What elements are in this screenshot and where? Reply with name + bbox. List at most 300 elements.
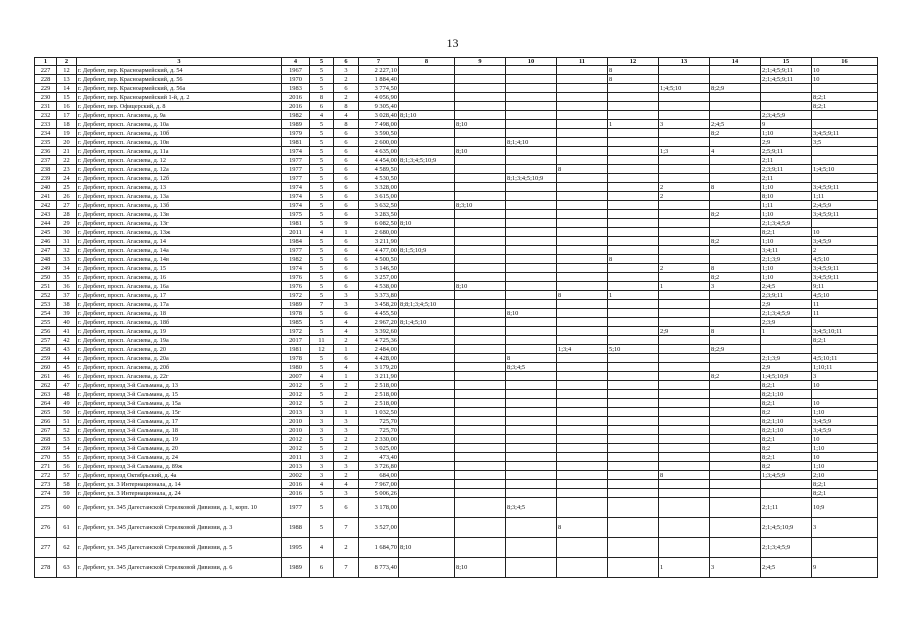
address-cell: г. Дербент, проезд 3-й Сальмана, д. 15 (77, 390, 282, 399)
table-cell: 2 330,00 (359, 435, 399, 444)
table-cell: 263 (35, 390, 57, 399)
table-cell: 2 (659, 183, 710, 192)
table-cell: 8;2;1;10 (761, 390, 812, 399)
page-number: 13 (446, 36, 459, 50)
table-row (35, 138, 878, 147)
address-cell: г. Дербент, проезд 3-й Сальмана, д. 15г (77, 408, 282, 417)
column-header: 9 (455, 58, 506, 66)
table-cell: 2016 (282, 102, 310, 111)
table-cell (506, 273, 557, 282)
table-cell: 2 (334, 399, 359, 408)
table-cell: 268 (35, 435, 57, 444)
table-cell: 5;10 (608, 345, 659, 354)
table-cell: 6 (334, 84, 359, 93)
table-cell: 2;3;9;11 (761, 165, 812, 174)
table-cell: 1989 (282, 120, 310, 129)
table-cell (812, 147, 878, 156)
table-cell: 2016 (282, 480, 310, 489)
table-cell (608, 381, 659, 390)
table-cell (557, 318, 608, 327)
address-cell: г. Дербент, просп. Агасиева, д. 18 (77, 309, 282, 318)
table-cell (557, 264, 608, 273)
column-header: 11 (557, 58, 608, 66)
table-cell: 8;3;4;5 (506, 498, 557, 518)
table-cell: 276 (35, 518, 57, 538)
table-cell (710, 102, 761, 111)
table-cell: 6 (334, 183, 359, 192)
table-cell (608, 282, 659, 291)
table-cell (399, 372, 455, 381)
table-cell: 251 (35, 282, 57, 291)
address-cell: г. Дербент, проезд 3-й Сальмана, д. 20 (77, 444, 282, 453)
table-cell (659, 363, 710, 372)
table-cell: 29 (57, 219, 77, 228)
table-cell: 5 (310, 237, 334, 246)
address-cell: г. Дербент, ул. 345 Дагестанской Стрелковой Дивизии, д. 6 (77, 558, 282, 578)
table-cell (710, 174, 761, 183)
table-cell: 1977 (282, 498, 310, 518)
table-cell (399, 480, 455, 489)
table-cell: 725,70 (359, 417, 399, 426)
table-cell: 51 (57, 417, 77, 426)
table-cell: 1;10 (812, 408, 878, 417)
table-cell (608, 192, 659, 201)
table-cell (399, 498, 455, 518)
table-cell (399, 408, 455, 417)
table-cell: 2 484,00 (359, 345, 399, 354)
table-cell: 53 (57, 435, 77, 444)
table-cell (557, 408, 608, 417)
table-cell (557, 192, 608, 201)
table-cell: 1 (334, 345, 359, 354)
table-cell (455, 138, 506, 147)
table-cell: 2010 (282, 417, 310, 426)
table-cell (399, 462, 455, 471)
table-cell: 271 (35, 462, 57, 471)
table-cell: 1979 (282, 129, 310, 138)
table-cell: 231 (35, 102, 57, 111)
table-cell: 45 (57, 363, 77, 372)
table-cell: 1;4;5;10 (812, 165, 878, 174)
table-cell (608, 417, 659, 426)
table-cell: 1976 (282, 282, 310, 291)
table-cell: 5 (310, 318, 334, 327)
table-cell: 5 (310, 255, 334, 264)
table-cell (659, 518, 710, 538)
table-cell (399, 345, 455, 354)
table-cell: 2;1;4;5;9;11 (761, 75, 812, 84)
table-cell: 266 (35, 417, 57, 426)
address-cell: г. Дербент, ул. 345 Дагестанской Стрелковой Дивизии, д. 5 (77, 538, 282, 558)
table-cell: 6 (334, 255, 359, 264)
table-cell: 3 615,00 (359, 192, 399, 201)
table-cell (506, 264, 557, 273)
table-cell: 1975 (282, 210, 310, 219)
table-cell: 5 (310, 282, 334, 291)
table-cell (506, 210, 557, 219)
address-cell: г. Дербент, проезд 3-й Сальмана, д. 24 (77, 453, 282, 462)
address-cell: г. Дербент, просп. Агасиева, д. 13б (77, 201, 282, 210)
table-cell: 61 (57, 518, 77, 538)
table-cell: 1984 (282, 237, 310, 246)
address-cell: г. Дербент, просп. Агасиева, д. 20а (77, 354, 282, 363)
table-cell: 2002 (282, 471, 310, 480)
table-cell: 37 (57, 291, 77, 300)
table-cell: 2012 (282, 399, 310, 408)
table-cell (608, 489, 659, 498)
table-cell: 5 (310, 183, 334, 192)
table-cell (557, 309, 608, 318)
table-cell: 8;2;1 (812, 489, 878, 498)
table-cell: 7 967,00 (359, 480, 399, 489)
table-cell: 2 (659, 192, 710, 201)
table-cell (608, 111, 659, 120)
table-cell: 5 (310, 435, 334, 444)
table-cell: 3 (710, 558, 761, 578)
table-cell: 8;3;10 (455, 201, 506, 210)
table-cell (506, 372, 557, 381)
table-cell (608, 129, 659, 138)
table-cell (455, 102, 506, 111)
table-cell: 2 600,00 (359, 138, 399, 147)
table-row (35, 462, 878, 471)
table-cell (710, 453, 761, 462)
table-cell (659, 354, 710, 363)
table-cell: 10 (812, 228, 878, 237)
table-cell (557, 453, 608, 462)
address-cell: г. Дербент, проезд 3-й Сальмана, д. 17 (77, 417, 282, 426)
table-cell: 5 (310, 192, 334, 201)
table-cell (710, 75, 761, 84)
table-cell: 270 (35, 453, 57, 462)
table-cell (812, 84, 878, 93)
table-cell (455, 237, 506, 246)
table-row (35, 192, 878, 201)
table-cell: 2 (334, 93, 359, 102)
repair-schedule-table (34, 57, 878, 578)
table-cell (455, 93, 506, 102)
table-cell: 23 (57, 165, 77, 174)
table-cell: 8;2;9 (710, 84, 761, 93)
table-cell: 46 (57, 372, 77, 381)
table-cell (608, 518, 659, 538)
table-cell: 32 (57, 246, 77, 255)
table-cell (659, 210, 710, 219)
table-cell: 10 (812, 399, 878, 408)
table-cell (455, 84, 506, 93)
table-cell (399, 138, 455, 147)
table-row (35, 174, 878, 183)
table-cell (506, 471, 557, 480)
table-cell: 240 (35, 183, 57, 192)
table-cell: 3 257,00 (359, 273, 399, 282)
table-cell: 5 (310, 75, 334, 84)
table-cell (399, 558, 455, 578)
table-row (35, 282, 878, 291)
table-row (35, 228, 878, 237)
table-cell: 1977 (282, 246, 310, 255)
table-cell (659, 372, 710, 381)
table-cell (608, 219, 659, 228)
table-cell (506, 255, 557, 264)
table-row (35, 390, 878, 399)
table-cell: 3;4;5;9;11 (812, 210, 878, 219)
table-cell (608, 246, 659, 255)
table-cell (659, 390, 710, 399)
table-cell (455, 66, 506, 75)
table-cell: 8 (334, 120, 359, 129)
table-cell: 12 (57, 66, 77, 75)
table-cell: 8;2 (710, 273, 761, 282)
table-cell: 24 (57, 174, 77, 183)
table-cell: 21 (57, 147, 77, 156)
table-cell: 8;2 (761, 462, 812, 471)
table-cell: 1977 (282, 165, 310, 174)
table-cell: 1;10 (812, 462, 878, 471)
address-cell: г. Дербент, просп. Агасиева, д. 10а (77, 120, 282, 129)
table-cell: 5 (310, 498, 334, 518)
table-cell: 227 (35, 66, 57, 75)
table-cell: 3 (659, 120, 710, 129)
table-cell: 230 (35, 93, 57, 102)
table-cell (399, 255, 455, 264)
table-row (35, 336, 878, 345)
table-cell: 35 (57, 273, 77, 282)
table-cell: 1982 (282, 111, 310, 120)
table-cell (812, 174, 878, 183)
table-cell (812, 538, 878, 558)
table-row (35, 237, 878, 246)
table-cell: 8;2;1;10 (761, 426, 812, 435)
table-cell (659, 237, 710, 246)
table-cell (557, 538, 608, 558)
table-row (35, 363, 878, 372)
table-cell: 1981 (282, 219, 310, 228)
table-cell (506, 345, 557, 354)
table-cell: 1981 (282, 138, 310, 147)
table-cell (506, 147, 557, 156)
table-cell (557, 327, 608, 336)
table-cell: 20 (57, 138, 77, 147)
column-header: 15 (761, 58, 812, 66)
table-cell (710, 538, 761, 558)
table-cell: 725,70 (359, 426, 399, 435)
table-cell: 237 (35, 156, 57, 165)
table-cell (455, 264, 506, 273)
table-cell: 6 (334, 210, 359, 219)
table-cell: 8;1;4;10 (506, 138, 557, 147)
table-cell: 2012 (282, 381, 310, 390)
table-cell: 6 (334, 192, 359, 201)
table-cell: 232 (35, 111, 57, 120)
table-cell: 3;4;5;9 (812, 237, 878, 246)
table-row (35, 255, 878, 264)
table-row (35, 75, 878, 84)
table-cell: 8 (557, 165, 608, 174)
address-cell: г. Дербент, просп. Агасиева, д. 15 (77, 264, 282, 273)
table-cell (659, 246, 710, 255)
table-cell (557, 228, 608, 237)
table-cell: 8 773,40 (359, 558, 399, 578)
table-cell: 8;2;1 (812, 93, 878, 102)
table-row (35, 489, 878, 498)
table-cell (455, 210, 506, 219)
table-cell (506, 390, 557, 399)
table-cell: 26 (57, 192, 77, 201)
table-cell (506, 538, 557, 558)
table-cell: 10;9 (812, 498, 878, 518)
table-cell: 8;10 (455, 147, 506, 156)
column-header: 4 (282, 58, 310, 66)
table-cell (506, 435, 557, 444)
table-cell (506, 381, 557, 390)
table-cell (608, 309, 659, 318)
table-cell: 8;1;10 (399, 111, 455, 120)
table-cell (399, 192, 455, 201)
table-cell (761, 102, 812, 111)
column-header: 8 (399, 58, 455, 66)
table-cell: 8 (310, 93, 334, 102)
table-cell: 2;1;3;9 (761, 354, 812, 363)
table-cell: 1 (334, 228, 359, 237)
table-cell: 1989 (282, 558, 310, 578)
table-cell: 1;3;4 (557, 345, 608, 354)
table-cell: 5 (310, 273, 334, 282)
table-cell (557, 156, 608, 165)
table-cell (608, 147, 659, 156)
table-row (35, 102, 878, 111)
table-cell: 2;5;9;11 (761, 147, 812, 156)
table-cell: 8;2;1 (761, 399, 812, 408)
address-cell: г. Дербент, ул. 345 Дагестанской Стрелковой Дивизии, д. 3 (77, 518, 282, 538)
table-row (35, 498, 878, 518)
address-cell: г. Дербент, просп. Агасиева, д. 17 (77, 291, 282, 300)
table-cell (455, 399, 506, 408)
table-row (35, 354, 878, 363)
address-cell: г. Дербент, пер. Красноармейский, д. 56а (77, 84, 282, 93)
table-cell (455, 273, 506, 282)
table-cell: 5 (310, 390, 334, 399)
table-cell (659, 291, 710, 300)
table-cell: 6 (334, 156, 359, 165)
table-cell: 8;2 (710, 210, 761, 219)
table-cell (399, 435, 455, 444)
table-cell (506, 489, 557, 498)
table-cell (455, 228, 506, 237)
table-cell (608, 300, 659, 309)
table-cell (455, 480, 506, 489)
table-cell: 1980 (282, 363, 310, 372)
table-cell (659, 174, 710, 183)
table-cell: 16 (57, 102, 77, 111)
table-row (35, 300, 878, 309)
table-cell: 8 (710, 264, 761, 273)
table-cell (399, 417, 455, 426)
table-cell (506, 399, 557, 408)
table-cell (659, 156, 710, 165)
table-cell (399, 453, 455, 462)
table-cell: 3 (310, 426, 334, 435)
table-cell: 8;1;3;4;5;10;9 (399, 156, 455, 165)
table-cell (557, 174, 608, 183)
table-cell: 4 (310, 480, 334, 489)
table-cell (608, 237, 659, 246)
table-cell (506, 201, 557, 210)
table-cell (710, 518, 761, 538)
table-cell (506, 183, 557, 192)
table-cell (659, 345, 710, 354)
table-cell (557, 201, 608, 210)
table-cell (399, 489, 455, 498)
table-cell: 4;5;10 (812, 291, 878, 300)
table-cell (557, 75, 608, 84)
table-cell: 262 (35, 381, 57, 390)
table-cell (399, 390, 455, 399)
table-cell: 31 (57, 237, 77, 246)
table-cell (399, 273, 455, 282)
table-cell: 3 (334, 462, 359, 471)
table-cell: 1974 (282, 147, 310, 156)
address-cell: г. Дербент, ул. 345 Дагестанской Стрелковой Дивизии, д. 1, корп. 10 (77, 498, 282, 518)
table-cell (399, 327, 455, 336)
table-cell (659, 417, 710, 426)
table-cell: 3 (310, 453, 334, 462)
table-row (35, 183, 878, 192)
table-cell (812, 120, 878, 129)
table-cell (659, 138, 710, 147)
table-cell (399, 201, 455, 210)
table-cell (710, 66, 761, 75)
table-cell: 1 (659, 558, 710, 578)
table-cell: 47 (57, 381, 77, 390)
table-cell (399, 75, 455, 84)
table-cell (557, 282, 608, 291)
table-cell: 8;1;4;5;10 (399, 318, 455, 327)
table-cell: 3 (334, 66, 359, 75)
table-cell: 1995 (282, 538, 310, 558)
column-header: 10 (506, 58, 557, 66)
table-cell: 4 (334, 327, 359, 336)
table-cell: 3 458,20 (359, 300, 399, 309)
table-cell (557, 558, 608, 578)
table-cell: 3;4;5;9;11 (812, 273, 878, 282)
table-cell (659, 93, 710, 102)
table-cell (557, 237, 608, 246)
table-cell: 8;10 (761, 192, 812, 201)
table-cell (399, 165, 455, 174)
table-cell (710, 444, 761, 453)
address-cell: г. Дербент, просп. Агасиева, д. 10б (77, 129, 282, 138)
table-cell: 2 518,00 (359, 399, 399, 408)
table-row (35, 318, 878, 327)
table-cell: 3 178,00 (359, 498, 399, 518)
table-cell: 473,40 (359, 453, 399, 462)
column-header: 13 (659, 58, 710, 66)
table-cell (506, 318, 557, 327)
table-cell (455, 417, 506, 426)
table-cell (710, 309, 761, 318)
address-cell: г. Дербент, просп. Агасиева, д. 9а (77, 111, 282, 120)
table-cell (608, 156, 659, 165)
table-cell (399, 363, 455, 372)
table-cell: 2013 (282, 462, 310, 471)
table-cell (455, 453, 506, 462)
table-cell: 4 725,36 (359, 336, 399, 345)
table-cell: 3;4;5;9 (812, 426, 878, 435)
table-cell: 8;2 (710, 129, 761, 138)
table-cell: 1 (608, 291, 659, 300)
table-cell: 60 (57, 498, 77, 518)
